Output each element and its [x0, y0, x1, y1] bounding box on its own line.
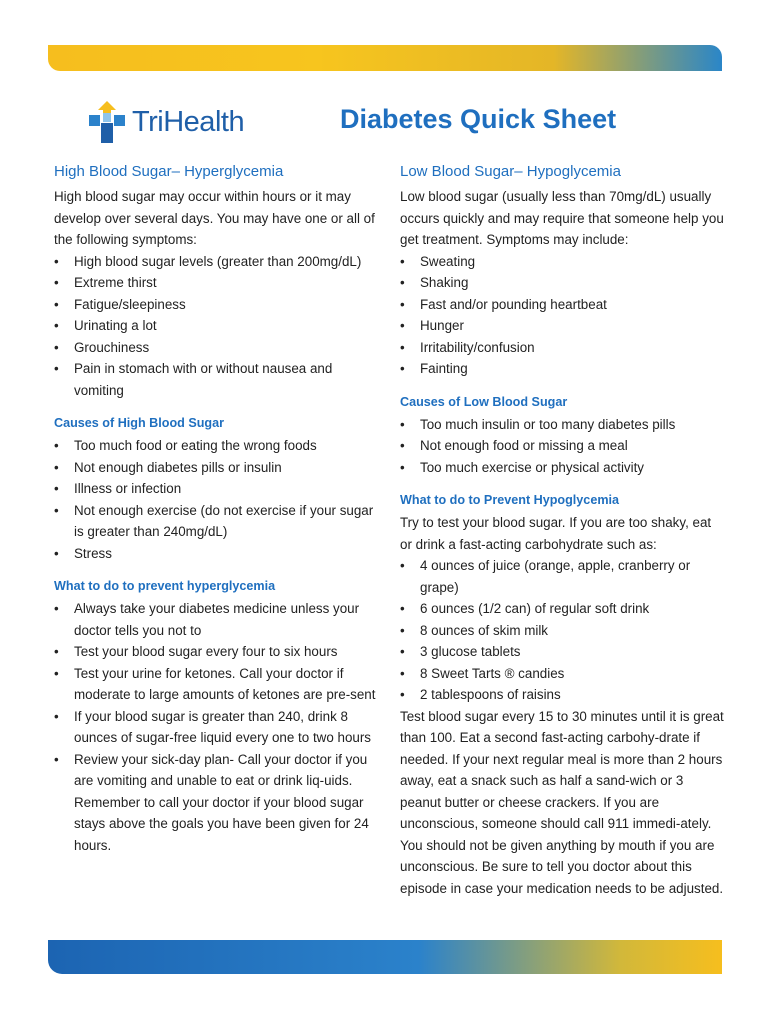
list-item: • Review your sick-day plan- Call your doctor if you are vomiting and unable to eat or drink liq-uids. Remember to call your doctor if your blood sugar stays above the goals you have been given for 24 hours. [54, 749, 376, 857]
list-item: • Test your urine for ketones. Call your doctor if moderate to large amounts of ketones are pre-sent [54, 663, 376, 706]
list-item: • Too much insulin or too many diabetes pills [400, 414, 725, 436]
prevent-hyperglycemia-heading: What to do to prevent hyperglycemia [54, 579, 276, 593]
list-item: • 4 ounces of juice (orange, apple, cranberry or grape) [400, 555, 725, 598]
list-item: • Too much exercise or physical activity [400, 457, 725, 479]
high-sugar-causes-heading: Causes of High Blood Sugar [54, 416, 225, 430]
hyperglycemia-column [54, 160, 376, 856]
list-item: • Not enough food or missing a meal [400, 435, 725, 457]
prevent-hypoglycemia-intro: Try to test your blood sugar. If you are too shaky, eat or drink a fast-acting carbohydrate such as: [400, 515, 712, 552]
list-item: • Fast and/or pounding heartbeat [400, 294, 725, 316]
list-item: • Fainting [400, 358, 725, 380]
list-item: • Extreme thirst [54, 272, 376, 294]
prevent-hypoglycemia-list [400, 555, 725, 706]
list-item: • 6 ounces (1/2 can) of regular soft drink [400, 598, 725, 620]
list-item: • Urinating a lot [54, 315, 376, 337]
list-item: • 3 glucose tablets [400, 641, 725, 663]
list-item: • Stress [54, 543, 376, 565]
list-item: • Pain in stomach with or without nausea and vomiting [54, 358, 376, 401]
hypoglycemia-symptoms-list [400, 251, 725, 380]
high-sugar-causes-list [54, 435, 376, 564]
list-item: • Fatigue/sleepiness [54, 294, 376, 316]
list-item: • Too much food or eating the wrong foods [54, 435, 376, 457]
hypoglycemia-column [400, 160, 725, 899]
low-sugar-causes-list [400, 414, 725, 479]
prevent-hypoglycemia-heading: What to do to Prevent Hypoglycemia [400, 493, 620, 507]
list-item: • Sweating [400, 251, 725, 273]
hypoglycemia-closing-paragraph: Test blood sugar every 15 to 30 minutes until it is great than 100. Eat a second fast-acting carbohy-drate if needed. If your next regular meal is more than 2 hours away, eat a snack such as half a sand-wich or 3 peanut butter or cheese crackers. If you are unconscious, someone should call 911 immedi-ately. You should not be given anything by mouth if you are unconscious. Be sure to tell you doctor about this episode in case your medication needs to be adjusted. [400, 708, 724, 896]
hypoglycemia-heading: Low Blood Sugar– Hypoglycemia [400, 163, 621, 180]
hyperglycemia-symptoms-list [54, 251, 376, 402]
prevent-hyperglycemia-list [54, 598, 376, 856]
hypoglycemia-intro: Low blood sugar (usually less than 70mg/dL) usually occurs quickly and may require that someone help you get treatment. Symptoms may include: [400, 189, 724, 247]
list-item: • 8 ounces of skim milk [400, 620, 725, 642]
trihealth-logo [86, 98, 256, 146]
low-sugar-causes-heading: Causes of Low Blood Sugar [400, 394, 568, 409]
list-item: • High blood sugar levels (greater than 200mg/dL) [54, 251, 376, 273]
list-item: • Illness or infection [54, 478, 376, 500]
list-item: • Test your blood sugar every four to six hours [54, 641, 376, 663]
list-item: • Grouchiness [54, 337, 376, 359]
list-item: • Always take your diabetes medicine unless your doctor tells you not to [54, 598, 376, 641]
list-item: • Hunger [400, 315, 725, 337]
list-item: • Not enough diabetes pills or insulin [54, 457, 376, 479]
logo-wordmark: TriHealth [132, 105, 245, 138]
logo-cross-icon [86, 99, 128, 145]
list-item: • 2 tablespoons of raisins [400, 684, 725, 706]
list-item: • Not enough exercise (do not exercise if your sugar is greater than 240mg/dL) [54, 500, 376, 543]
hyperglycemia-intro: High blood sugar may occur within hours or it may develop over several days. You may have one or all of the following symptoms: [54, 189, 375, 247]
list-item: • Shaking [400, 272, 725, 294]
list-item: • 8 Sweet Tarts ® candies [400, 663, 725, 685]
hyperglycemia-heading: High Blood Sugar– Hyperglycemia [54, 163, 284, 180]
list-item: • Irritability/confusion [400, 337, 725, 359]
bottom-decorative-band [48, 940, 722, 974]
page-title: Diabetes Quick Sheet [340, 104, 617, 134]
top-decorative-band [48, 45, 722, 71]
list-item: • If your blood sugar is greater than 240, drink 8 ounces of sugar-free liquid every one to two hours [54, 706, 376, 749]
